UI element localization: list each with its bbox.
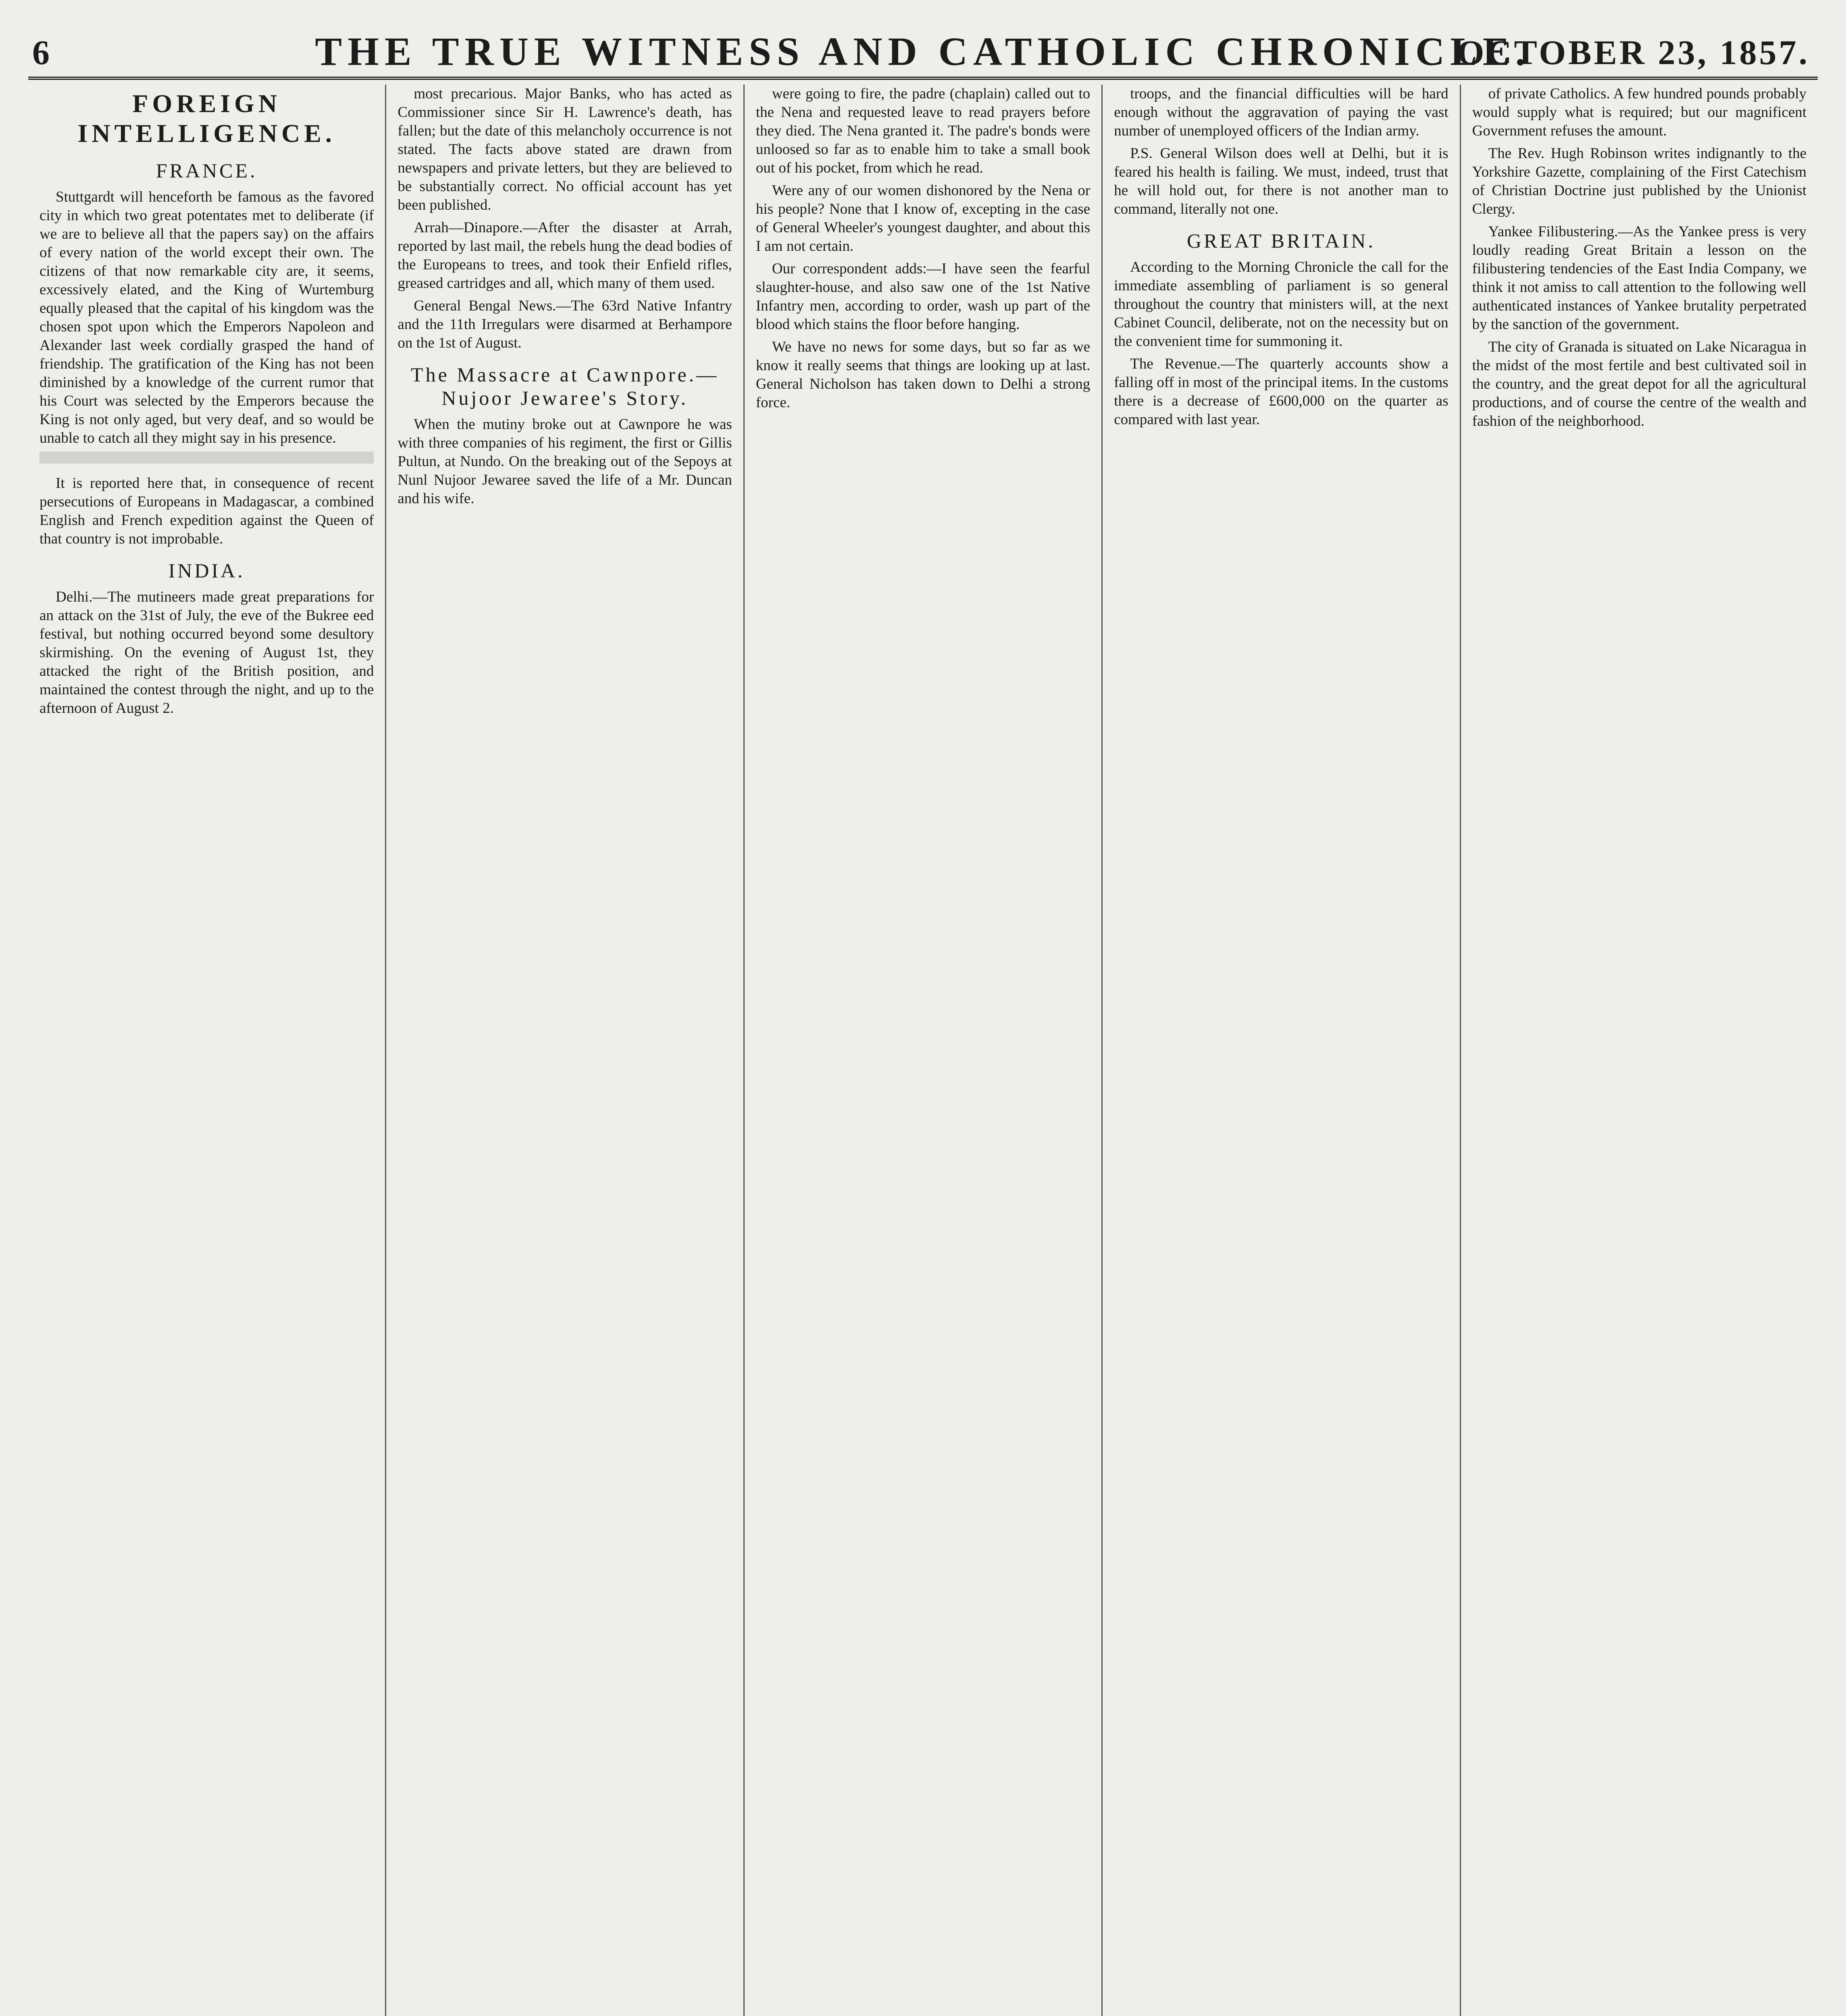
column-3 (745, 85, 1103, 2016)
article-paragraph: P.S. General Wilson does well at Delhi, but it is feared his health is failing. We must, indeed, trust that he will hold out, for there is not another man to command, literally not one. (1114, 145, 1448, 217)
article-paragraph: Stuttgardt will henceforth be famous as the favored city in which two great potentates met to deliberate (if we are to believe all that the papers say) on the affairs of every nation of the world except their own. The citizens of that now remarkable city are, it seems, excessively elated, and the King of Wurtemburg equally pleased that the capital of his kingdom was the chosen spot upon which the Emperors Napoleon and Alexander last week cordially grasped the hand of friendship. The gratification of the King has not been diminished by a knowledge of the current rumor that his Court was selected by the Emperors because the King is not only aged, but very deaf, and so would be unable to catch all they might say in his presence. (40, 189, 374, 446)
article-paragraph: troops, and the financial difficulties will be hard enough without the aggravation of paying the vast number of unemployed officers of the Indian army. (1114, 85, 1448, 139)
article-paragraph: Delhi.—The mutineers made great preparations for an attack on the 31st of July, the eve of the Bukree eed festival, but nothing occurred beyond some desultory skirmishing. On the evening of August 1st, they attacked the right of the British position, and maintained the contest through the night, and up to the afternoon of August 2. (40, 589, 374, 716)
text-lines (40, 452, 374, 470)
article-paragraph: The city of Granada is situated on Lake Nicaragua in the midst of the most fertile and best cultivated soil in the country, and the great depot for all the agricultural productions, and of course the centre of the wealth and fashion of the neighborhood. (1472, 339, 1807, 429)
article-paragraph: When the mutiny broke out at Cawnpore he was with three companies of his regiment, the first or Gillis Pultun, at Nundo. On the breaking out of the Sepoys at Nunl Nujoor Jewaree saved the life of a Mr. Duncan and his wife. (398, 416, 732, 507)
subheading-great-britain: GREAT BRITAIN. (1186, 229, 1376, 252)
subheading-cawnpore: The Massacre at Cawnpore.—Nujoor Jewaree's Story. (411, 363, 719, 409)
column-1 (28, 85, 386, 2016)
column-5 (1461, 85, 1818, 2016)
article-paragraph: Arrah—Dinapore.—After the disaster at Arrah, reported by last mail, the rebels hung the dead bodies of the Europeans to trees, and took their Enfield rifles, greased cartridges and all, which many of them used. (398, 219, 732, 292)
subheading-india: INDIA. (168, 559, 245, 582)
article-paragraph: According to the Morning Chronicle the call for the immediate assembling of parliament is so general throughout the country that ministers will, at the next Cabinet Council, deliberate, not on the necessity but on the convenient time for summoning it. (1114, 259, 1448, 350)
article-paragraph: The Revenue.—The quarterly accounts show a falling off in most of the principal items. In the customs there is a decrease of £600,000 on the quarter as compared with last year. (1114, 356, 1448, 428)
column-4 (1103, 85, 1461, 2016)
article-paragraph: The Rev. Hugh Robinson writes indignantly to the Yorkshire Gazette, complaining of the First Catechism of Christian Doctrine just published by the Unionist Clergy. (1472, 145, 1807, 217)
article-paragraph: It is reported here that, in consequence of recent persecutions of Europeans in Madagascar, a combined English and French expedition against the Queen of that country is not improbable. (40, 475, 374, 547)
issue-date: OCTOBER 23, 1857. (1457, 33, 1810, 72)
article-paragraph: Were any of our women dishonored by the Nena or his people? None that I know of, excepting in the case of General Wheeler's youngest daughter, and about this I am not certain. (755, 182, 1091, 254)
article-paragraph: General Bengal News.—The 63rd Native Infantry and the 11th Irregulars were disarmed at Berhampore on the 1st of August. (398, 298, 732, 351)
page-number: 6 (32, 33, 50, 72)
article-paragraph: Yankee Filibustering.—As the Yankee press is very loudly reading Great Britain a lesson on the filibustering tendencies of the East India Company, we think it not amiss to call attention to the following well authenticated instances of Yankee brutality perpetrated by the sanction of the government. (1472, 223, 1807, 333)
newspaper-title: THE TRUE WITNESS AND CATHOLIC CHRONICLE. (315, 29, 1531, 74)
masthead (28, 16, 1818, 80)
subheading-france: FRANCE. (156, 159, 258, 182)
article-columns (28, 85, 1818, 2016)
article-paragraph: We have no news for some days, but so far as we know it really seems that things are looking up at last. General Nicholson has taken down to Delhi a strong force. (755, 339, 1091, 411)
article-paragraph: Our correspondent adds:—I have seen the fearful slaughter-house, and also saw one of the 1st Native Infantry men, according to order, wash up part of the blood which stains the floor before hanging. (755, 260, 1091, 333)
article-paragraph: of private Catholics. A few hundred pounds probably would supply what is required; but our magnificent Government refuses the amount. (1472, 85, 1807, 139)
article-paragraph: most precarious. Major Banks, who has acted as Commissioner since Sir H. Lawrence's death, has fallen; but the date of this melancholy occurrence is not stated. The facts above stated are drawn from newspapers and private letters, but they are believed to be substantially correct. No official account has yet been published. (398, 85, 732, 213)
article-paragraph: were going to fire, the padre (chaplain) called out to the Nena and requested leave to read prayers before they died. The Nena granted it. The padre's bonds were unloosed so far as to enable him to take a small book out of his pocket, from which he read. (755, 85, 1091, 176)
section-heading-foreign-intelligence: FOREIGN INTELLIGENCE. (77, 89, 336, 148)
column-2 (386, 85, 744, 2016)
